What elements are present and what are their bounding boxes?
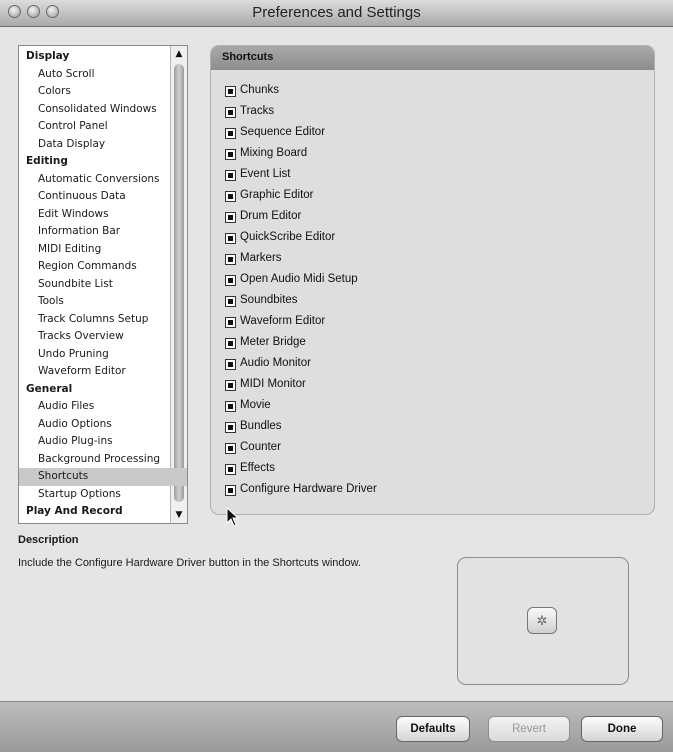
sidebar-item[interactable]: Edit Windows (38, 207, 109, 220)
shortcut-label: Tracks (240, 105, 275, 117)
title-bar (0, 0, 673, 27)
shortcut-label: Configure Hardware Driver (240, 483, 377, 495)
defaults-button[interactable]: Defaults (396, 716, 470, 742)
sidebar-item[interactable]: Automatic Conversions (38, 172, 160, 185)
checkmark-icon (228, 89, 233, 94)
sidebar-item[interactable]: Tracks Overview (38, 330, 124, 342)
shortcut-checkbox[interactable] (225, 338, 236, 349)
checkmark-icon (228, 257, 233, 262)
shortcut-label: Open Audio Midi Setup (240, 273, 358, 285)
shortcut-preview-box (457, 557, 629, 685)
checkmark-icon (228, 278, 233, 283)
sidebar-item[interactable]: Waveform Editor (38, 365, 126, 377)
sidebar-item[interactable]: Undo Pruning (38, 347, 109, 360)
sidebar-item[interactable]: Track Columns Setup (38, 312, 149, 325)
sidebar-item[interactable]: Auto Scroll (38, 67, 95, 80)
checkmark-icon (228, 299, 233, 304)
checkmark-icon (228, 383, 233, 388)
shortcut-label: Audio Monitor (240, 357, 311, 369)
category-header[interactable]: General (26, 382, 73, 395)
checkmark-icon (228, 467, 233, 472)
sidebar-item[interactable]: Region Commands (38, 260, 137, 272)
footer-bar (0, 701, 673, 752)
shortcut-checkbox[interactable] (225, 359, 236, 370)
shortcut-label: Bundles (240, 420, 282, 432)
scroll-down-arrow-icon[interactable]: ▼ (175, 510, 183, 520)
sidebar-item[interactable]: Startup Options (38, 487, 121, 500)
mouse-pointer-icon (226, 507, 240, 527)
sidebar-item[interactable]: Continuous Data (38, 190, 126, 202)
shortcut-checkbox[interactable] (225, 317, 236, 328)
checkmark-icon (228, 425, 233, 430)
shortcut-label: QuickScribe Editor (240, 231, 336, 243)
shortcut-label: Counter (240, 441, 281, 453)
category-header[interactable]: Display (26, 50, 70, 62)
category-header[interactable]: Play And Record (26, 505, 123, 517)
checkmark-icon (228, 152, 233, 157)
shortcut-checkbox[interactable] (225, 275, 236, 286)
gear-icon[interactable]: ✲ (527, 607, 557, 634)
checkmark-icon (228, 341, 233, 346)
shortcut-label: Markers (240, 252, 282, 264)
shortcut-label: Soundbites (240, 294, 298, 306)
shortcut-checkbox[interactable] (225, 401, 236, 412)
revert-button[interactable]: Revert (488, 716, 570, 742)
sidebar-item[interactable]: Audio Options (38, 417, 112, 430)
shortcut-label: Waveform Editor (240, 315, 326, 327)
shortcut-checkbox[interactable] (225, 254, 236, 265)
checkmark-icon (228, 215, 233, 220)
checkmark-icon (228, 320, 233, 325)
done-button[interactable]: Done (581, 716, 663, 742)
shortcut-checkbox[interactable] (225, 128, 236, 139)
checkmark-icon (228, 131, 233, 136)
checkmark-icon (228, 488, 233, 493)
description-text: Include the Configure Hardware Driver button in the Shortcuts window. (18, 557, 362, 569)
shortcut-label: Graphic Editor (240, 189, 314, 201)
shortcut-checkbox[interactable] (225, 296, 236, 307)
preferences-category-list (18, 45, 188, 524)
shortcut-checkbox[interactable] (225, 191, 236, 202)
sidebar-item[interactable]: Audio Files (38, 400, 95, 412)
scroll-up-arrow-icon[interactable]: ▲ (175, 49, 183, 59)
checkmark-icon (228, 173, 233, 178)
sidebar-item[interactable]: Control Panel (38, 120, 108, 132)
sidebar-item[interactable]: Background Processing (38, 452, 161, 465)
shortcut-checkbox[interactable] (225, 233, 236, 244)
checkmark-icon (228, 110, 233, 115)
checkmark-icon (228, 362, 233, 367)
sidebar-item[interactable]: Consolidated Windows (38, 102, 157, 115)
shortcut-label: Sequence Editor (240, 126, 326, 138)
checkmark-icon (228, 404, 233, 409)
sidebar-item[interactable]: Data Display (38, 137, 106, 150)
shortcut-label: Event List (240, 168, 291, 180)
shortcuts-panel-header (211, 46, 654, 70)
sidebar-item[interactable]: Colors (38, 85, 71, 97)
shortcut-checkbox[interactable] (225, 443, 236, 454)
shortcut-label: Meter Bridge (240, 336, 306, 348)
category-header[interactable]: Editing (26, 155, 68, 167)
shortcut-label: Chunks (240, 84, 279, 96)
shortcut-checkbox[interactable] (225, 485, 236, 496)
shortcut-checkbox[interactable] (225, 86, 236, 97)
shortcut-label: Effects (240, 462, 275, 474)
shortcut-label: Mixing Board (240, 147, 308, 159)
sidebar-item[interactable]: Information Bar (38, 225, 121, 237)
shortcut-label: Drum Editor (240, 210, 302, 222)
shortcut-label: Movie (240, 399, 271, 411)
shortcut-checkbox[interactable] (225, 212, 236, 223)
shortcuts-panel-title: Shortcuts (222, 51, 274, 63)
shortcuts-panel (210, 45, 655, 515)
shortcut-checkbox[interactable] (225, 107, 236, 118)
checkmark-icon (228, 446, 233, 451)
window-title: Preferences and Settings (252, 4, 421, 21)
checkmark-icon (228, 194, 233, 199)
sidebar-item[interactable]: Audio Plug-ins (38, 435, 113, 447)
shortcut-checkbox[interactable] (225, 380, 236, 391)
shortcut-label: MIDI Monitor (240, 378, 306, 390)
checkmark-icon (228, 236, 233, 241)
sidebar-item[interactable]: MIDI Editing (38, 242, 102, 255)
shortcut-checkbox[interactable] (225, 170, 236, 181)
shortcut-checkbox[interactable] (225, 149, 236, 160)
shortcut-checkbox[interactable] (225, 464, 236, 475)
sidebar-item[interactable]: Shortcuts (19, 468, 188, 486)
content-area (0, 27, 673, 701)
shortcut-checkbox[interactable] (225, 422, 236, 433)
description-heading: Description (18, 534, 79, 546)
sidebar-item[interactable]: Tools (38, 295, 64, 307)
sidebar-item[interactable]: Soundbite List (38, 277, 113, 290)
